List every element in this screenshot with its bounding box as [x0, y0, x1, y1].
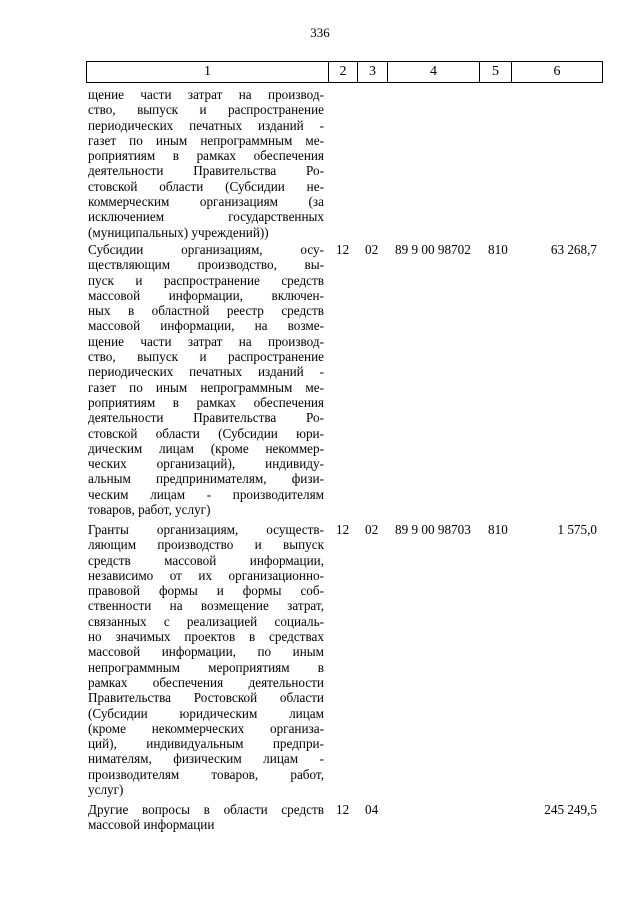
description-line: Гранты организациям, осуществ-	[88, 522, 324, 537]
description-line: связанных с реализацией социаль-	[88, 613, 324, 629]
description-line: пуск и распространение средств	[88, 272, 324, 288]
description-line: дическим лицам (кроме некоммер-	[88, 440, 324, 456]
description-line: массовой информации, по иным	[88, 644, 324, 660]
description-line: альным предпринимателям, физи-	[88, 471, 324, 487]
expense-type-code: 810	[488, 242, 508, 257]
description-line: (Субсидии юридическим лицам	[88, 705, 324, 721]
description-line: стовской области (Субсидии юри-	[88, 425, 324, 441]
row-description	[88, 87, 324, 240]
description-line: коммерческим организациям (за	[88, 194, 324, 210]
amount: 245 249,5	[544, 802, 597, 817]
description-line: независимо от их организационно-	[88, 567, 324, 583]
description-line: ство, выпуск и распространение	[88, 102, 324, 118]
description-line: ство, выпуск и распространение	[88, 349, 324, 365]
description-line: периодических печатных изданий -	[88, 364, 324, 380]
description-line: (муниципальных) учреждений))	[88, 224, 269, 240]
expense-type-code: 810	[488, 522, 508, 537]
description-line: ственности на возмещение затрат,	[88, 598, 324, 614]
description-line: ляющим производство и выпуск	[88, 537, 324, 553]
header-col-4: 4	[388, 62, 480, 82]
header-col-1: 1	[87, 62, 329, 82]
row-description	[88, 522, 324, 797]
description-line: периодических печатных изданий -	[88, 117, 324, 133]
subsection-code: 02	[365, 242, 379, 257]
description-line: непрограммным мероприятиям в	[88, 659, 324, 675]
header-col-5: 5	[480, 62, 512, 82]
description-line: ных в областной реестр средств	[88, 303, 324, 319]
subsection-code: 02	[365, 522, 379, 537]
description-line: но значимых проектов в средствах	[88, 629, 324, 645]
description-line: щение части затрат на производ-	[88, 87, 324, 102]
description-line: нимателям, физическим лицам -	[88, 751, 324, 767]
description-line: средств массовой информации,	[88, 552, 324, 568]
description-line: исключением государственных	[88, 209, 324, 225]
amount: 63 268,7	[550, 242, 597, 257]
description-line: правовой формы и формы соб-	[88, 583, 324, 599]
description-line: товаров, работ, услуг)	[88, 502, 211, 518]
description-line: массовой информации	[88, 817, 215, 833]
description-line: газет по иным непрограммным ме-	[88, 379, 324, 395]
description-line: Правительства Ростовской области	[88, 690, 324, 706]
description-line: Другие вопросы в области средств	[88, 802, 324, 817]
description-line: ческим лицам - производителям	[88, 486, 324, 502]
target-item-code: 89 9 00 98703	[395, 522, 471, 537]
row-description	[88, 802, 324, 833]
description-line: щение части затрат на производ-	[88, 333, 324, 349]
description-line: стовской области (Субсидии не-	[88, 178, 324, 194]
target-item-code: 89 9 00 98702	[395, 242, 471, 257]
description-line: услуг)	[88, 782, 124, 798]
header-col-3: 3	[358, 62, 388, 82]
description-line: ческих организаций), индивиду-	[88, 456, 324, 472]
header-col-2: 2	[329, 62, 358, 82]
amount: 1 575,0	[557, 522, 597, 537]
description-line: ществляющим производство, вы-	[88, 257, 324, 273]
description-line: роприятиям в рамках обеспечения	[88, 148, 324, 164]
page-number: 336	[310, 25, 330, 40]
description-line: массовой информации, на возме-	[88, 318, 324, 334]
section-code: 12	[336, 802, 350, 817]
description-line: деятельности Правительства Ро-	[88, 410, 324, 426]
description-line: роприятиям в рамках обеспечения	[88, 394, 324, 410]
header-col-6: 6	[512, 62, 603, 82]
description-line: деятельности Правительства Ро-	[88, 163, 324, 179]
description-line: газет по иным непрограммным ме-	[88, 132, 324, 148]
description-line: Субсидии организациям, осу-	[88, 242, 324, 257]
description-line: ций), индивидуальным предпри-	[88, 736, 324, 752]
table-header	[86, 61, 603, 83]
section-code: 12	[336, 522, 350, 537]
subsection-code: 04	[365, 802, 379, 817]
section-code: 12	[336, 242, 350, 257]
description-line: массовой информации, включен-	[88, 287, 324, 303]
description-line: производителям товаров, работ,	[88, 766, 324, 782]
description-line: рамках обеспечения деятельности	[88, 674, 324, 690]
description-line: (кроме некоммерческих организа-	[88, 720, 324, 736]
row-description	[88, 242, 324, 517]
